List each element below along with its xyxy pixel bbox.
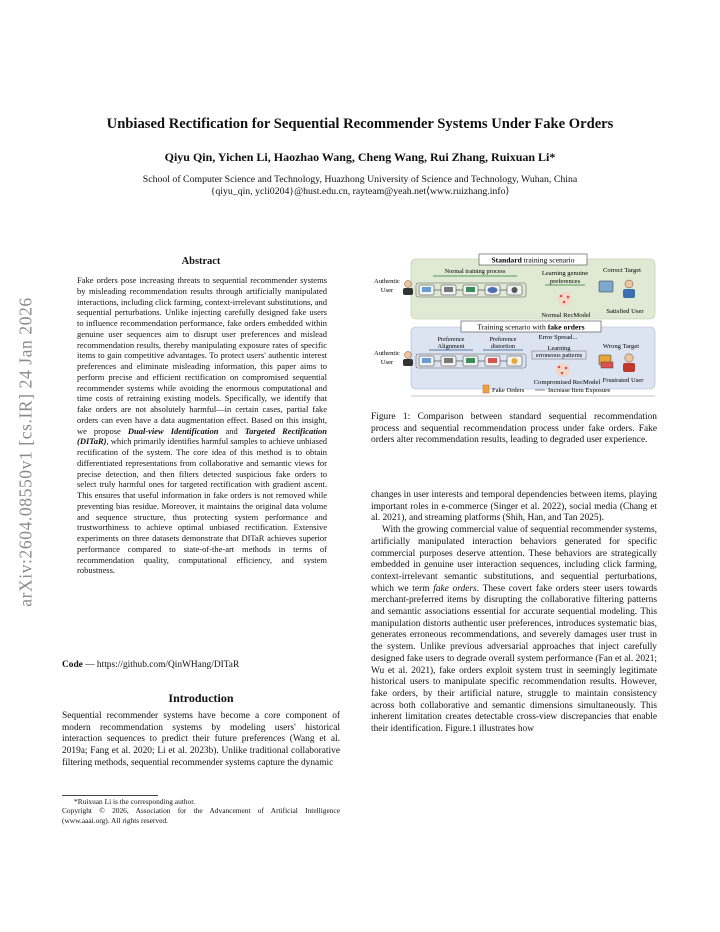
satisfied-user-label: Satisfied User bbox=[606, 308, 644, 315]
frustrated-user-icon bbox=[625, 354, 633, 362]
fake-title: Training scenario with fake orders bbox=[477, 322, 585, 332]
normal-process-label: Normal training process bbox=[444, 268, 506, 275]
authentic-user-icon-bottom bbox=[405, 352, 412, 359]
frustrated-user-label: Frustrated User bbox=[602, 377, 644, 384]
intro-body: Sequential recommender systems have become a core component of modern recommendation systems by modeling users' historical interaction sequences to predict their future preferences (Wang et al. 2019a; Fang et al. 2020; Li et al. 2023b). Unlike traditional collaborative filtering methods, sequential recommender systems capture the dynamic bbox=[62, 711, 340, 768]
pref-align-2: Alignment bbox=[437, 343, 465, 350]
correct-item-icon bbox=[599, 281, 613, 292]
correct-target-label: Correct Target bbox=[603, 267, 641, 274]
learning-genuine-2: preferences bbox=[549, 278, 581, 285]
authentic-user-label-bottom-1: Authentic bbox=[373, 350, 401, 357]
abstract-heading: Abstract bbox=[181, 256, 221, 267]
code-url[interactable]: https://github.com/QinWHang/DITaR bbox=[96, 660, 240, 670]
learning-err-2: erroneous patterns bbox=[535, 352, 583, 359]
authentic-user-body-top bbox=[403, 288, 413, 295]
satisfied-user-body bbox=[623, 289, 635, 298]
item-sequence-top bbox=[416, 283, 526, 297]
figure-1 bbox=[371, 251, 657, 401]
frustrated-user-body bbox=[623, 363, 635, 372]
right-paragraph-2: With the growing commercial value of sequential recommender systems, artificially manipulated interaction behaviors generated for specific commercial purposes deserve attention. These behaviors are strategically embedded in genuine user interaction sequences, including click farming, context-irrelevant semantic substitutions, and sequential perturbations, which we term fake orders. These covert fake orders steer users towards merchant-preferred items by disrupting the collaborative filtering patterns and semantic associations essential for accurate sequential modeling. This manipulation distorts authentic user preferences, introduces systematic bias, generates erroneous recommendations, and severely damages user trust in the system. Unlike previous adversarial approaches that inject carefully designed fake users to degrade overall system performance (Fan et al. 2021; Wu et al. 2021), fake orders exploit system trust in seemingly legitimate historical users to manipulate specific recommendation results. However, fake orders, by their artificial nature, struggle to maintain consistency across both collaborative and semantic dimensions simultaneously. This inherent limitation creates detectable cross-view discrepancies that enable their identification. Figure.1 illustrates how bbox=[371, 525, 657, 735]
compromised-recmodel-label: Compromised RecModel bbox=[533, 379, 601, 386]
pref-dist-1: Preference bbox=[489, 336, 517, 343]
footnote-rule bbox=[62, 795, 158, 796]
right-paragraph-1: changes in user interests and temporal dependencies between items, playing important roles in e-commerce (Singer et al. 2022), social media (Chang et al. 2021), and streaming platforms (Shih, Han, and Tan 2025). bbox=[371, 490, 657, 524]
right-column-body bbox=[371, 490, 657, 736]
figure-caption: Figure 1: Comparison between standard sequential recommendation process and sequential recommendation process under fake orders. Fake orders alter recommendation results, leading to degraded user experience. bbox=[371, 412, 657, 446]
normal-recmodel-label: Normal RecModel bbox=[541, 312, 591, 319]
footnote-copyright: Copyright © 2026, Association for the Advancement of Artificial Intelligence (www.aaai.org). All rights reserved. bbox=[62, 806, 340, 825]
normal-recmodel-icon bbox=[558, 292, 572, 306]
item-sequence-bottom bbox=[416, 354, 526, 368]
author-list: Qiyu Qin, Yichen Li, Haozhao Wang, Cheng Wang, Rui Zhang, Ruixuan Li* bbox=[164, 150, 556, 164]
intro-heading: Introduction bbox=[168, 691, 234, 705]
pref-align-1: Preference bbox=[437, 336, 465, 343]
fake-orders-legend: Fake Orders bbox=[492, 387, 525, 394]
compromised-recmodel-icon bbox=[556, 363, 570, 377]
learning-err-1: Learning bbox=[547, 345, 571, 352]
satisfied-user-icon bbox=[625, 280, 633, 288]
paper-title: Unbiased Rectification for Sequential Recommender Systems Under Fake Orders bbox=[106, 116, 614, 132]
wrong-target-label: Wrong Target bbox=[602, 343, 640, 350]
code-link[interactable]: Code — https://github.com/QinWHang/DITaR bbox=[62, 660, 240, 670]
arxiv-stamp: arXiv:2604.08550v1 [cs.IR] 24 Jan 2026 bbox=[15, 297, 36, 607]
footnote bbox=[62, 797, 340, 825]
authentic-user-body-bottom bbox=[403, 359, 413, 366]
affiliation-line: School of Computer Science and Technology, Huazhong University of Science and Technology, Wuhan, China bbox=[142, 174, 578, 185]
authentic-user-label-top-2: User bbox=[380, 287, 394, 294]
learning-genuine-1: Learning genuine bbox=[541, 270, 589, 277]
authentic-user-label-bottom-2: User bbox=[380, 359, 394, 366]
standard-title: Standard training scenario bbox=[491, 255, 575, 265]
error-spread-label: Error Spread... bbox=[538, 334, 578, 341]
email-line: {qiyu_qin, ycli0204}@hust.edu.cn, rayteam@yeah.net⟨www.ruizhang.info⟩ bbox=[210, 185, 510, 197]
authentic-user-label-top-1: Authentic bbox=[373, 278, 401, 285]
footnote-author: *Ruixuan Li is the corresponding author. bbox=[74, 797, 196, 806]
pref-dist-2: distortion bbox=[490, 343, 516, 350]
authentic-user-icon-top bbox=[405, 281, 412, 288]
fake-orders-legend-icon bbox=[483, 385, 489, 393]
abstract-body: Fake orders pose increasing threats to sequential recommender systems by misleading recommendation results through artificially manipulated interactions, including click farming, context-irrelevant substitutions, and sequential perturbations. Unlike injecting carefully designed fake users to influence recommendation performance, fake orders embedded within genuine user sequences aim to disrupt user preferences and mislead recommendation results, thereby manipulating exposure rates of specific items to gain competitive advantages. To protect users' authentic interest preferences and eliminate misleading information, this paper aims to perform precise and efficient rectification on compromised sequential recommender systems while avoiding the enormous computational and time costs of retraining existing models. Specifically, we identify that fake orders are not absolutely harmful—in certain cases, partial fake orders can even have a data augmentation effect. Based on this insight, we propose Dual-view Identification and Targeted Rectification (DITaR), which primarily identifies harmful samples to achieve unbiased rectification of the system. The core idea of this method is to obtain differentiated representations from collaborative and semantic views for precise detection, and then filters detected suspicious fake orders to select truly harmful ones for targeted rectification with gradient ascent. This ensures that useful information in fake orders is not removed while preventing bias residue. Moreover, it maintains the original data volume and sequence structure, thus protecting system performance and trustworthiness to achieve optimal unbiased rectification. Extensive experiments on three datasets demonstrate that DITaR achieves superior performance compared to state-of-the-art methods in terms of recommendation quality, computational efficiency, and system robustness. bbox=[77, 275, 327, 576]
affiliation bbox=[40, 174, 680, 197]
increase-exposure-legend: Increase Item Exposure bbox=[548, 387, 611, 394]
